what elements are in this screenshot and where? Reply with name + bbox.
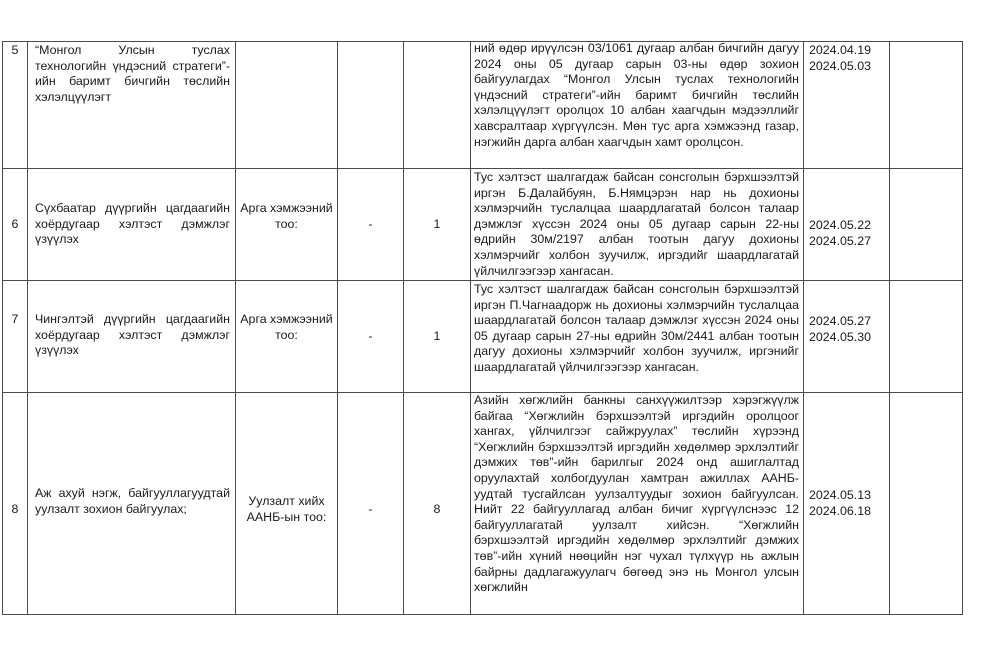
date-range: [809, 488, 887, 519]
report-text: Тус хэлтэст шалгагдаж байсан сонсголын бэрхшээлтэй иргэн П.Чагнаадорж нь дохионы хэлмэрчийн туслалцаа шаардлагатай болсон талаар дэмжлэг хүссэн 2024 оны 05 дугаар сарын 27-ны өдрийн 30м/2441 албан тоотын дагуу дохионы хэлмэрчийг холбон зуучилж, иргэнийг шаардлагатай үйлчилгээгээр хангасан.: [474, 282, 799, 374]
report-text: Азийн хөгжлийн банкны санхүүжилтээр хэрэгжүүлж байгаа “Хөгжлийн бэрхшээлтэй иргэдийн оролцоог хангах, үйлчилгээг сайжруулах” төслийн хүрээнд “Хөгжлийн бэрхшээлтэй иргэдийн хөдөлмөр эрхлэлтийг дэмжих төв”-ийн барилгыг 2024 онд ашиглалтад оруулахтай холбогдуулан хамтран ажиллах ААНБ-уудтай тусгайлсан уулзалтуудыг зохион байгуулсан. Нийт 22 байгууллагад албан бичиг хүргүүлснээс 12 байгууллагатай уулзалт хийсэн. “Хөгжлийн бэрхшээлтэй иргэдийн хөдөлмөр эрхлэлтийг дэмжих төв”-ийн хүний нөөцийн нэг чухал түлхүүр нь ажлын байрны дадлагажуулагч бөгөөд энэ нь Монгол улсын хөгжлийн: [474, 393, 799, 595]
table-line-bottom: [2, 614, 963, 615]
end-date: 2024.06.18: [809, 503, 872, 518]
row-number: 8: [11, 502, 19, 516]
target-value: 1: [433, 329, 441, 343]
start-date: 2024.05.27: [809, 314, 872, 328]
row-number: 5: [11, 43, 19, 57]
baseline-value: -: [368, 502, 373, 516]
col-line-3: [337, 41, 338, 615]
date-range: [809, 218, 887, 249]
indicator-text: Уулзалт хийх ААНБ-ын тоо:: [246, 494, 327, 524]
start-date: 2024.04.19: [809, 43, 872, 57]
target-value: 1: [433, 217, 441, 231]
task-text: Аж ахуй нэгж, байгууллагуудтай уулзалт зохион байгуулах;: [35, 486, 230, 516]
task-text: Сүхбаатар дүүргийн цагдаагийн хоёрдугаар хэлтэст дэмжлэг үзүүлэх: [35, 201, 230, 247]
col-line-0: [2, 41, 3, 615]
date-range: [809, 314, 887, 345]
col-line-2: [235, 41, 236, 615]
col-line-4: [403, 41, 404, 615]
baseline-value: -: [368, 329, 373, 343]
col-line-7: [889, 41, 890, 615]
row-number: 7: [11, 312, 19, 326]
indicator-text: Арга хэмжээний тоо:: [240, 201, 333, 231]
indicator-text: Арга хэмжээний тоо:: [240, 312, 333, 342]
task-text: “Монгол Улсын туслах технологийн үндэсний стратеги”-ийн баримт бичгийн төслийн хэлэлцүүлэгт: [35, 43, 230, 104]
col-line-8: [962, 41, 963, 615]
task-text: Чингэлтэй дүүргийн цагдаагийн хоёрдугаар хэлтэст дэмжлэг үзүүлэх: [35, 312, 230, 358]
end-date: 2024.05.27: [809, 233, 872, 248]
row-number: 6: [11, 217, 19, 231]
report-text: ний өдөр ирүүлсэн 03/1061 дугаар албан бичгийн дагуу 2024 оны 05 дугаар сарын 03-ны өдөр зохион байгуулагдах “Монгол Улсын туслах технологийн үндэсний стратеги”-ийн баримт бичгийн төслийн хэлэлцүүлэгт оролцох 10 албан хаагчдын мэдээллийг хавсралтаар хүргүүлсэн. Мөн тус арга хэмжээнд газар, нэгжийн дарга албан хаагчдын хамт оролцсон.: [474, 41, 799, 149]
col-line-1: [27, 41, 28, 615]
target-value: 8: [433, 502, 441, 516]
end-date: 2024.05.03: [809, 58, 872, 73]
table-line-row6: [2, 168, 963, 169]
start-date: 2024.05.22: [809, 218, 872, 232]
table-line-row7: [2, 280, 963, 281]
col-line-6: [803, 41, 804, 615]
baseline-value: -: [368, 217, 373, 231]
report-text: Тус хэлтэст шалгагдаж байсан сонсголын бэрхшээлтэй иргэн Б.Далайбуян, Б.Нямцэрэн нар нь дохионы хэлмэрчийн туслалцаа шаардлагатай болсон талаар дэмжлэг хүссэн 2024 оны 05 дугаар сарын 22-ны өдрийн 30м/2197 албан тоотын дагуу дохионы хэлмэрчийг холбон зуучилж, иргэдийг шаардлагатай үйлчилгээгээр хангасан.: [474, 170, 799, 278]
date-range: [809, 43, 887, 74]
start-date: 2024.05.13: [809, 488, 872, 502]
end-date: 2024.05.30: [809, 329, 872, 344]
col-line-5: [470, 41, 471, 615]
